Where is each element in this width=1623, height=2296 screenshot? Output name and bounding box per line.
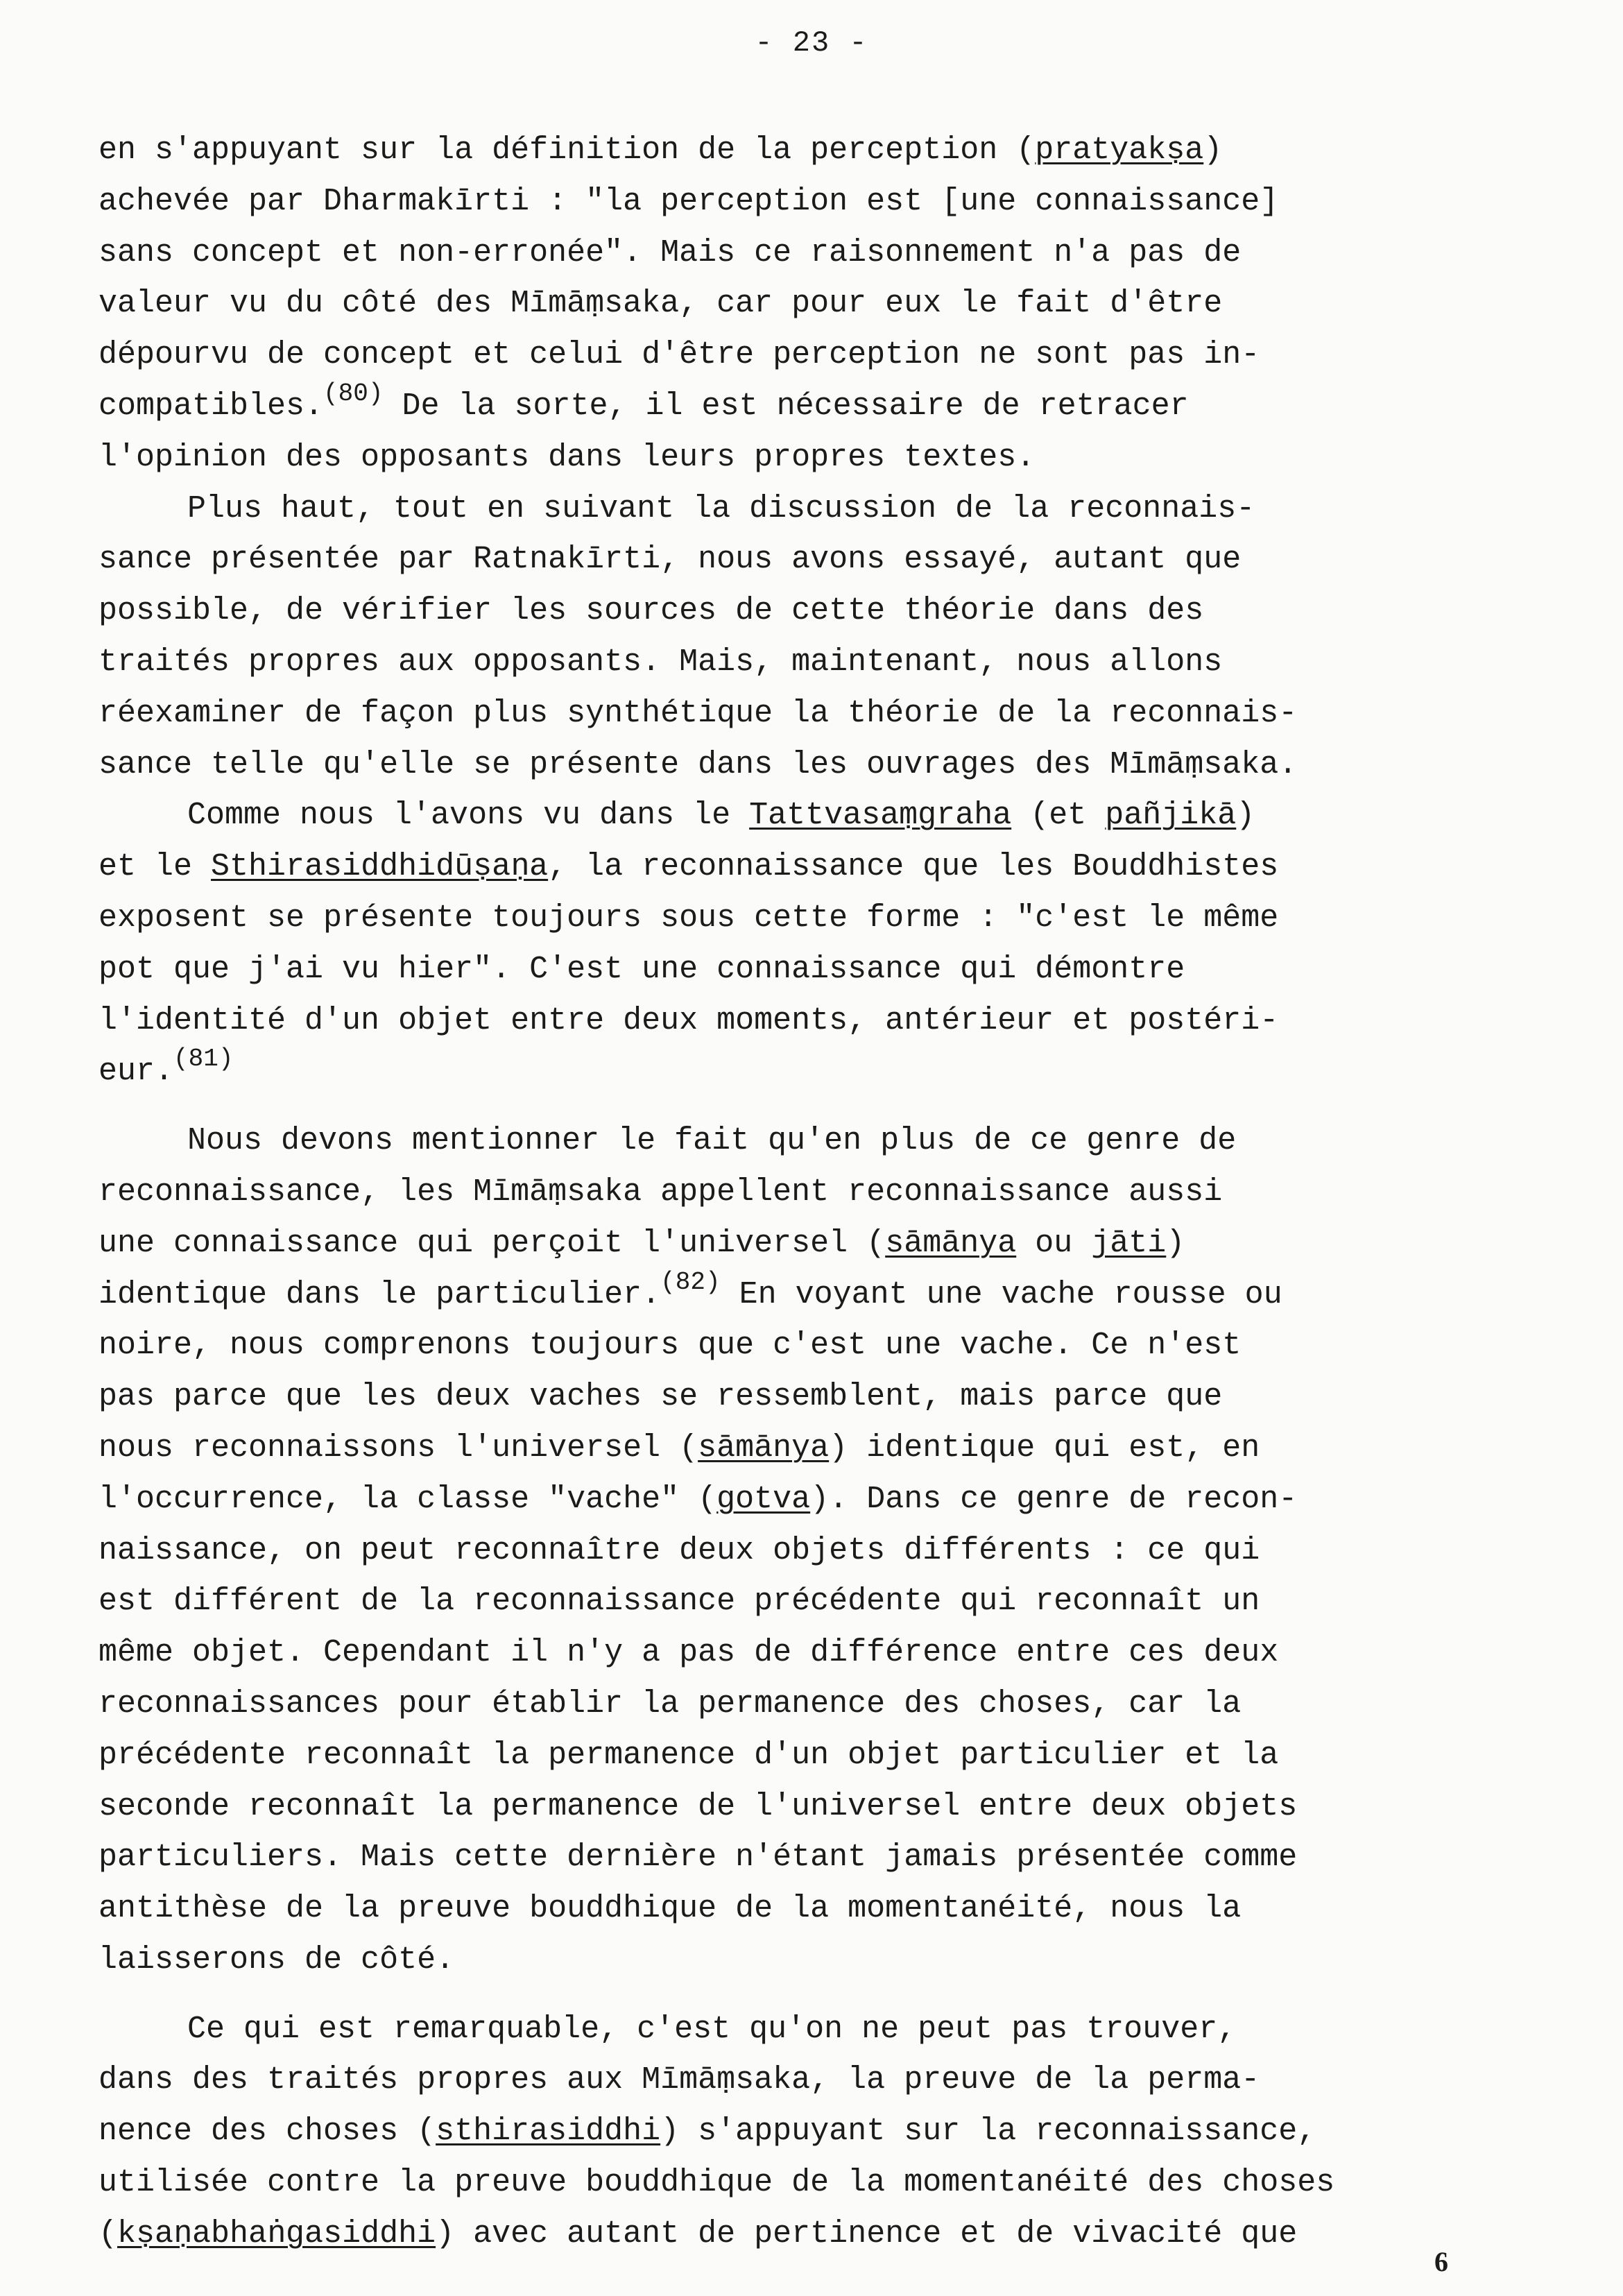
text-line: reconnaissances pour établir la permanence des choses, car la (98, 1686, 1242, 1722)
term-samanya: sāmānya (885, 1225, 1017, 1261)
term-gotva: gotva (716, 1481, 811, 1517)
text-line: pot que j'ai vu hier". C'est une connaissance qui démontre (98, 951, 1185, 987)
text-line: dans des traités propres aux Mīmāṃsaka, la preuve de la perma- (98, 2062, 1260, 2098)
text-line: particuliers. Mais cette dernière n'étant jamais présentée comme (98, 1840, 1298, 1876)
text-line: achevée par Dharmakīrti : "la perception est [une connaissance] (98, 183, 1279, 219)
paragraph-5 (98, 2004, 1416, 2260)
text-line: et le Sthirasiddhidūṣaṇa, la reconnaissance que les Bouddhistes (98, 849, 1279, 885)
footnote-ref-82: (82) (660, 1267, 721, 1296)
text-line: en s'appuyant sur la définition de la perception (pratyakṣa) (98, 132, 1223, 168)
term-ksanabhangasiddhi: kṣaṇabhaṅgasiddhi (117, 2216, 436, 2252)
text-line: Comme nous l'avons vu dans le Tattvasaṃgraha (et pañjikā) (187, 798, 1255, 834)
text-line: sance telle qu'elle se présente dans les ouvrages des Mīmāṃsaka. (98, 746, 1298, 782)
text-line: Ce qui est remarquable, c'est qu'on ne peut pas trouver, (187, 2011, 1237, 2047)
text-line: Plus haut, tout en suivant la discussion de la reconnais- (187, 490, 1255, 526)
text-line: sance présentée par Ratnakīrti, nous avons essayé, autant que (98, 542, 1242, 578)
corner-mark: 6 (1434, 2246, 1448, 2277)
text-line: naissance, on peut reconnaître deux objets différents : ce qui (98, 1532, 1260, 1568)
term-tattvasamgraha: Tattvasaṃgraha (749, 798, 1012, 834)
paragraph-1 (98, 125, 1416, 483)
term-pratyaksa: pratyakṣa (1035, 132, 1204, 168)
text-line: compatibles.$^{(80)}$ De la sorte, il est nécessaire de retracer (98, 379, 1189, 424)
text-line: l'occurrence, la classe "vache" (gotva). Dans ce genre de recon- (98, 1481, 1298, 1517)
page-number: - 23 - (755, 26, 868, 60)
text-line: même objet. Cependant il n'y a pas de différence entre ces deux (98, 1635, 1279, 1671)
text-line: (kṣaṇabhaṅgasiddhi) avec autant de pertinence et de vivacité que (98, 2216, 1298, 2252)
text-line: l'identité d'un objet entre deux moments, antérieur et postéri- (98, 1002, 1279, 1038)
paragraph-3 (98, 790, 1416, 1097)
footnote-ref-81: (81) (173, 1045, 234, 1074)
text-line: nence des choses (sthirasiddhi) s'appuyant sur la reconnaissance, (98, 2114, 1316, 2150)
term-sthirasiddhidusana: Sthirasiddhidūṣaṇa (211, 849, 549, 885)
text-line: nous reconnaissons l'universel (sāmānya) identique qui est, en (98, 1430, 1260, 1466)
text-line: utilisée contre la preuve bouddhique de la momentanéité des choses (98, 2165, 1335, 2201)
text-line: exposent se présente toujours sous cette forme : "c'est le même (98, 900, 1279, 936)
term-sthirasiddhi: sthirasiddhi (436, 2114, 661, 2150)
text-line: l'opinion des opposants dans leurs propres textes. (98, 439, 1036, 475)
text-line: réexaminer de façon plus synthétique la théorie de la reconnais- (98, 695, 1298, 731)
text-line: une connaissance qui perçoit l'universel (sāmānya ou jāti) (98, 1225, 1185, 1261)
text-line: antithèse de la preuve bouddhique de la momentanéité, nous la (98, 1891, 1242, 1927)
text-line: eur.$^{(81)}$ (98, 1045, 234, 1090)
text-line: traités propres aux opposants. Mais, maintenant, nous allons (98, 644, 1223, 680)
text-line: laisserons de côté. (98, 1942, 455, 1978)
text-line: précédente reconnaît la permanence d'un objet particulier et la (98, 1737, 1279, 1773)
text-line: valeur vu du côté des Mīmāṃsaka, car pour eux le fait d'être (98, 286, 1223, 322)
body-text (98, 125, 1416, 2260)
footnote-ref-80: (80) (323, 379, 384, 408)
text-line: est différent de la reconnaissance précédente qui reconnaît un (98, 1584, 1260, 1620)
text-line: Nous devons mentionner le fait qu'en plus de ce genre de (187, 1123, 1237, 1159)
text-line: seconde reconnaît la permanence de l'universel entre deux objets (98, 1788, 1298, 1824)
term-samanya: sāmānya (698, 1430, 830, 1466)
term-panjika: pañjikā (1105, 798, 1237, 834)
text-line: dépourvu de concept et celui d'être perception ne sont pas in- (98, 337, 1260, 373)
text-line: sans concept et non-erronée". Mais ce raisonnement n'a pas de (98, 234, 1242, 271)
text-line: reconnaissance, les Mīmāṃsaka appellent reconnaissance aussi (98, 1174, 1223, 1210)
text-line: noire, nous comprenons toujours que c'est une vache. Ce n'est (98, 1328, 1242, 1364)
text-line: possible, de vérifier les sources de cette théorie dans des (98, 593, 1204, 629)
paragraph-4 (98, 1115, 1416, 1986)
paragraph-2 (98, 483, 1416, 791)
term-jati: jāti (1091, 1225, 1167, 1261)
text-line: identique dans le particulier.$^{(82)}$ En voyant une vache rousse ou (98, 1267, 1282, 1312)
text-line: pas parce que les deux vaches se ressemblent, mais parce que (98, 1379, 1223, 1415)
